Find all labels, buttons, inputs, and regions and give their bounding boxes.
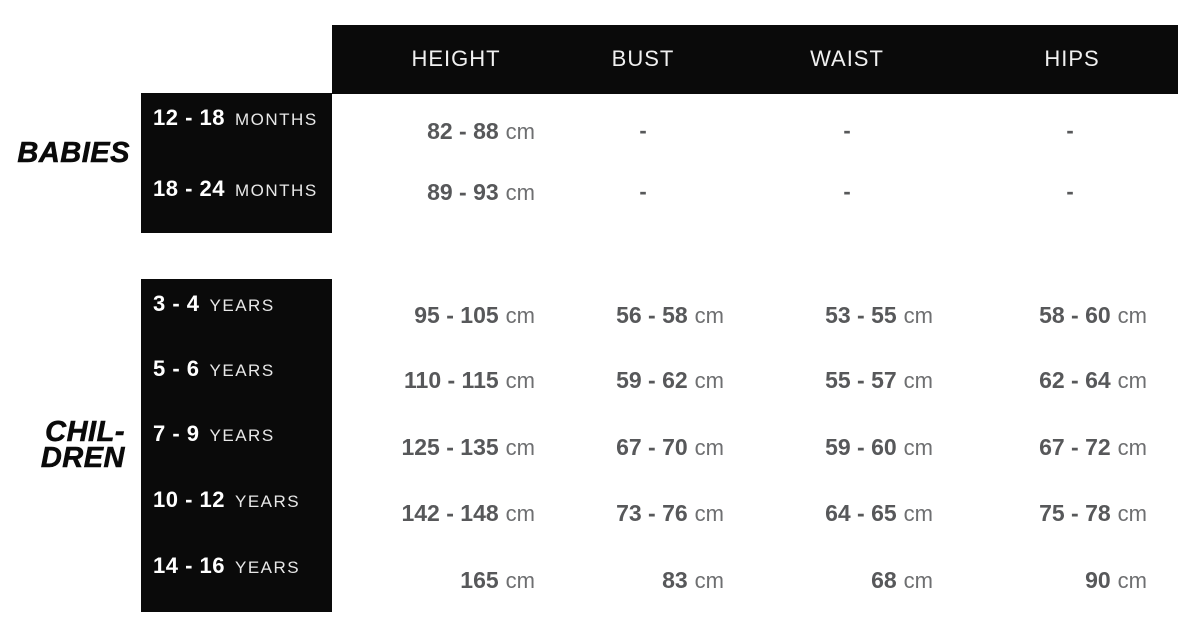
measurement-cell (825, 365, 933, 395)
measurement-cell (401, 432, 535, 462)
age-range: 5 - 6 (153, 356, 200, 381)
age-row (153, 354, 275, 384)
measurement-cell (616, 365, 724, 395)
group-label-babies (17, 138, 130, 168)
measurement-unit: cm (1117, 303, 1147, 328)
measurement-value: 67 - 72 (1039, 434, 1111, 460)
measurement-unit: cm (505, 368, 535, 393)
measurement-value: 165 (460, 567, 499, 593)
age-unit: YEARS (209, 426, 275, 445)
measurement-cell (404, 365, 535, 395)
measurement-cell (401, 498, 535, 528)
age-row (153, 485, 300, 515)
group-label-children-line2: DREN (40, 442, 125, 474)
measurement-unit: cm (694, 568, 724, 593)
measurement-cell (616, 300, 724, 330)
measurement-value: 83 (662, 567, 688, 593)
measurement-cell (1039, 432, 1147, 462)
age-range: 14 - 16 (153, 553, 225, 578)
group-label-children-line1: CHIL- (45, 416, 125, 448)
measurement-unit: cm (694, 368, 724, 393)
column-header-height: HEIGHT (411, 46, 501, 71)
age-row (153, 289, 275, 319)
measurement-value: 75 - 78 (1039, 500, 1111, 526)
measurement-unit: cm (505, 119, 535, 144)
measurement-unit: cm (1117, 501, 1147, 526)
measurement-value: 62 - 64 (1039, 367, 1111, 393)
measurement-value: 64 - 65 (825, 500, 897, 526)
measurement-unit: cm (1117, 435, 1147, 460)
measurement-cell (825, 498, 933, 528)
measurement-cell (871, 565, 933, 595)
measurement-value: 55 - 57 (825, 367, 897, 393)
measurement-cell (1039, 365, 1147, 395)
empty-measurement: - (1066, 118, 1074, 143)
measurement-value: 95 - 105 (414, 302, 499, 328)
measurement-value: 59 - 60 (825, 434, 897, 460)
measurement-unit: cm (505, 501, 535, 526)
measurement-cell (825, 300, 933, 330)
measurement-unit: cm (505, 435, 535, 460)
group-label-babies-text: BABIES (17, 137, 130, 169)
age-unit: YEARS (235, 492, 301, 511)
measurement-value: 142 - 148 (401, 500, 499, 526)
measurement-unit: cm (1117, 568, 1147, 593)
measurement-value: 53 - 55 (825, 302, 897, 328)
age-row (153, 103, 318, 133)
measurement-cell (1085, 565, 1147, 595)
measurement-value: 82 - 88 (427, 118, 499, 144)
measurement-value: 73 - 76 (616, 500, 688, 526)
measurement-unit: cm (694, 435, 724, 460)
measurement-value: 68 (871, 567, 897, 593)
measurement-value: 89 - 93 (427, 179, 499, 205)
measurement-unit: cm (505, 303, 535, 328)
measurement-value: 58 - 60 (1039, 302, 1111, 328)
age-range: 10 - 12 (153, 487, 225, 512)
measurement-unit: cm (903, 435, 933, 460)
group-label-children (40, 416, 125, 474)
measurement-value: 90 (1085, 567, 1111, 593)
measurement-unit: cm (505, 568, 535, 593)
age-row (153, 419, 275, 449)
age-unit: YEARS (209, 361, 275, 380)
column-header-hips: HIPS (1044, 46, 1100, 71)
measurement-unit: cm (903, 303, 933, 328)
age-range: 12 - 18 (153, 105, 225, 130)
measurement-value: 59 - 62 (616, 367, 688, 393)
measurement-cell (460, 565, 535, 595)
empty-measurement: - (843, 118, 851, 143)
measurement-cell (1039, 498, 1147, 528)
measurement-cell (427, 177, 535, 207)
empty-measurement: - (843, 179, 851, 204)
measurement-unit: cm (694, 303, 724, 328)
measurement-value: 125 - 135 (401, 434, 499, 460)
measurement-cell (616, 498, 724, 528)
column-header-bust: BUST (611, 46, 675, 71)
age-unit: MONTHS (235, 181, 318, 200)
measurement-unit: cm (903, 368, 933, 393)
measurement-value: 56 - 58 (616, 302, 688, 328)
age-row (153, 551, 300, 581)
column-header-waist: WAIST (810, 46, 884, 71)
measurement-unit: cm (505, 180, 535, 205)
measurement-cell (427, 116, 535, 146)
empty-measurement: - (639, 118, 647, 143)
empty-measurement: - (639, 179, 647, 204)
age-row (153, 174, 318, 204)
measurement-cell (662, 565, 724, 595)
age-range: 3 - 4 (153, 291, 200, 316)
measurement-unit: cm (694, 501, 724, 526)
measurement-cell (414, 300, 535, 330)
age-unit: YEARS (235, 558, 301, 577)
measurement-cell (616, 432, 724, 462)
age-unit: MONTHS (235, 110, 318, 129)
empty-measurement: - (1066, 179, 1074, 204)
age-unit: YEARS (209, 296, 275, 315)
measurement-unit: cm (903, 501, 933, 526)
measurement-cell (825, 432, 933, 462)
measurement-unit: cm (903, 568, 933, 593)
age-range: 18 - 24 (153, 176, 225, 201)
measurement-unit: cm (1117, 368, 1147, 393)
age-range: 7 - 9 (153, 421, 200, 446)
measurement-cell (1039, 300, 1147, 330)
measurement-value: 110 - 115 (404, 367, 499, 393)
measurement-value: 67 - 70 (616, 434, 688, 460)
